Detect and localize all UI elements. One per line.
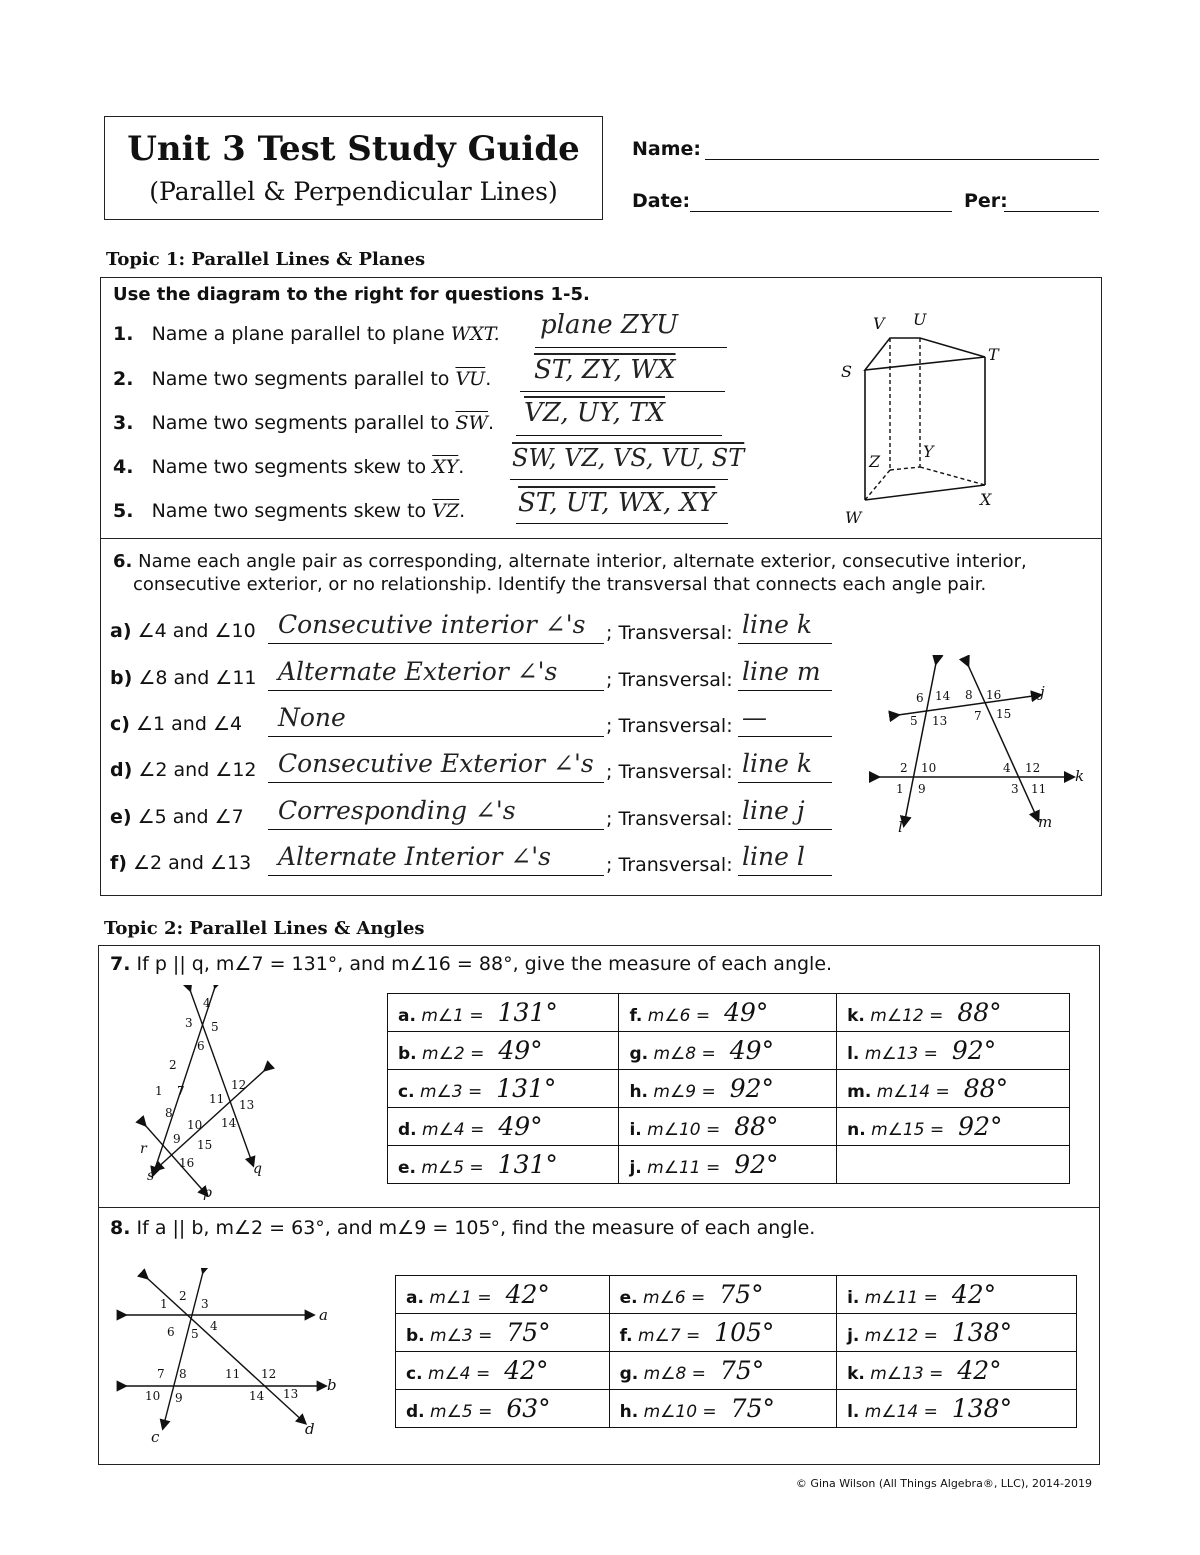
q7-cell: e. m∠5 = 131° [388, 1146, 619, 1184]
svg-text:13: 13 [283, 1387, 299, 1401]
question-3: 3. Name two segments parallel to $\overline{SW}$. [113, 412, 495, 434]
label-S: S [841, 362, 852, 381]
q6-transversal: — [742, 703, 767, 732]
label-c: c [151, 1428, 160, 1446]
topic1-instruction: Use the diagram to the right for questions 1-5. [113, 284, 590, 305]
svg-text:1: 1 [155, 1084, 163, 1098]
q6-pair: e) ∠5 and ∠7 [110, 806, 244, 828]
svg-text:3: 3 [1011, 782, 1019, 796]
answer-line-3[interactable] [516, 434, 722, 436]
q6-answer-line[interactable] [268, 874, 604, 876]
q7-cell: h. m∠9 = 92° [619, 1070, 837, 1108]
svg-text:5: 5 [191, 1327, 199, 1341]
q8-table-row [396, 1276, 1077, 1314]
q8-diagram [115, 1268, 345, 1448]
q7-table-row [388, 1032, 1070, 1070]
svg-text:16: 16 [986, 688, 1002, 702]
q7-cell: k. m∠12 = 88° [837, 994, 1070, 1032]
svg-text:13: 13 [239, 1098, 255, 1112]
q8-table-row [396, 1390, 1077, 1428]
q6-transversal: line j [742, 796, 805, 825]
date-label: Date: [632, 190, 691, 212]
q6-answer-line[interactable] [268, 689, 604, 691]
label-V: V [873, 314, 885, 333]
svg-text:8: 8 [179, 1367, 187, 1381]
q6-answer: Consecutive Exterior ∠'s [278, 749, 594, 778]
q6-transversal: line k [742, 749, 812, 778]
svg-text:7: 7 [974, 709, 982, 723]
question-2: 2. Name two segments parallel to $\overline{VU}$. [113, 368, 492, 390]
svg-text:6: 6 [916, 691, 924, 705]
svg-text:6: 6 [197, 1039, 205, 1053]
answer-line-2[interactable] [520, 390, 725, 392]
label-l: l [898, 818, 903, 835]
answer-3: VZ, UY, TX [524, 398, 666, 428]
q6-transversal-label: ; Transversal: [606, 761, 733, 783]
q7-table-row [388, 994, 1070, 1032]
q6-pair: c) ∠1 and ∠4 [110, 713, 243, 735]
q7-cell: c. m∠3 = 131° [388, 1070, 619, 1108]
q6-answer-line[interactable] [268, 781, 604, 783]
q7-answer-table [387, 993, 1070, 1184]
q7-cell: i. m∠10 = 88° [619, 1108, 837, 1146]
q7-cell: l. m∠13 = 92° [837, 1032, 1070, 1070]
label-T: T [988, 345, 999, 364]
q8-cell: h. m∠10 = 75° [609, 1390, 836, 1428]
svg-text:10: 10 [187, 1118, 203, 1132]
svg-text:3: 3 [201, 1297, 209, 1311]
q7-table-row [388, 1146, 1070, 1184]
svg-text:8: 8 [165, 1106, 173, 1120]
q8-cell: k. m∠13 = 42° [837, 1352, 1077, 1390]
q7-text: 7. If p || q, m∠7 = 131°, and m∠16 = 88°, give the measure of each angle. [110, 953, 833, 975]
q6-answer: Alternate Exterior ∠'s [278, 657, 558, 686]
q6-transversal-label: ; Transversal: [606, 854, 733, 876]
label-s: s [147, 1168, 155, 1184]
q6-transversal-label: ; Transversal: [606, 669, 733, 691]
q6-transversal-line[interactable] [738, 828, 832, 830]
q8-cell: g. m∠8 = 75° [609, 1352, 836, 1390]
question-4: 4. Name two segments skew to $\overline{XY}$. [113, 456, 465, 478]
answer-line-4[interactable] [510, 478, 728, 480]
svg-text:11: 11 [1031, 782, 1047, 796]
svg-text:9: 9 [175, 1391, 183, 1405]
svg-text:7: 7 [177, 1084, 185, 1098]
page-title: Unit 3 Test Study Guide [127, 129, 580, 169]
svg-text:13: 13 [932, 714, 948, 728]
q6-answer: None [278, 703, 346, 732]
answer-2: ST, ZY, WX [534, 355, 676, 385]
answer-4: SW, VZ, VS, VU, ST [512, 444, 745, 472]
svg-text:2: 2 [900, 761, 908, 775]
answer-5: ST, UT, WX, XY [518, 488, 716, 518]
q6-transversal: line l [742, 842, 805, 871]
line-l [904, 663, 936, 825]
svg-text:15: 15 [996, 707, 1012, 721]
label-d: d [305, 1420, 315, 1438]
label-Y: Y [923, 442, 934, 461]
transversal-diagram [868, 655, 1090, 835]
page-subtitle: (Parallel & Perpendicular Lines) [149, 177, 558, 206]
q6-pair: b) ∠8 and ∠11 [110, 667, 257, 689]
svg-text:5: 5 [211, 1020, 219, 1034]
label-b: b [327, 1376, 337, 1394]
label-X: X [980, 490, 992, 509]
q6-transversal-line[interactable] [738, 874, 832, 876]
prism-diagram [835, 305, 1020, 530]
q6-transversal-label: ; Transversal: [606, 622, 733, 644]
label-a: a [319, 1306, 328, 1324]
prism-edge-wx [865, 485, 985, 500]
label-m: m [1038, 813, 1053, 831]
svg-text:12: 12 [261, 1367, 277, 1381]
q8-cell: c. m∠4 = 42° [396, 1352, 610, 1390]
svg-text:14: 14 [935, 689, 951, 703]
q8-text: 8. If a || b, m∠2 = 63°, and m∠9 = 105°, find the measure of each angle. [110, 1217, 816, 1239]
q8-cell: j. m∠12 = 138° [837, 1314, 1077, 1352]
q7-cell: f. m∠6 = 49° [619, 994, 837, 1032]
q6-pair: d) ∠2 and ∠12 [110, 759, 257, 781]
q7-table-row [388, 1070, 1070, 1108]
q8-cell: e. m∠6 = 75° [609, 1276, 836, 1314]
svg-text:12: 12 [231, 1078, 247, 1092]
label-r: r [140, 1141, 147, 1157]
q6-transversal-line[interactable] [738, 689, 832, 691]
q6-transversal-line[interactable] [738, 735, 832, 737]
q6-transversal-line[interactable] [738, 781, 832, 783]
question-5: 5. Name two segments skew to $\overline{VZ}$. [113, 500, 466, 522]
svg-text:16: 16 [179, 1156, 195, 1170]
q7-cell: a. m∠1 = 131° [388, 994, 619, 1032]
q6-transversal: line m [742, 657, 821, 686]
line-d [147, 1278, 305, 1423]
q6-transversal-label: ; Transversal: [606, 715, 733, 737]
answer-1: plane ZYU [540, 310, 678, 340]
svg-text:11: 11 [209, 1092, 225, 1106]
q8-cell: f. m∠7 = 105° [609, 1314, 836, 1352]
topic1-heading: Topic 1: Parallel Lines & Planes [106, 249, 426, 270]
q6-text-1: 6. Name each angle pair as corresponding, alternate interior, alternate exterior, consecutive interior, [113, 551, 1027, 572]
q6-transversal: line k [742, 610, 812, 639]
label-q: q [253, 1161, 262, 1177]
svg-text:7: 7 [157, 1367, 165, 1381]
q6-transversal-label: ; Transversal: [606, 808, 733, 830]
q8-cell: d. m∠5 = 63° [396, 1390, 610, 1428]
q6-answer-line[interactable] [268, 735, 604, 737]
question-1: 1. Name a plane parallel to plane WXT. [113, 323, 500, 345]
q7-cell: n. m∠15 = 92° [837, 1108, 1070, 1146]
q8-cell: a. m∠1 = 42° [396, 1276, 610, 1314]
q6-text-2: consecutive exterior, or no relationship. Identify the transversal that connects each angle pair. [133, 574, 987, 595]
q8-cell: i. m∠11 = 42° [837, 1276, 1077, 1314]
q8-table-row [396, 1314, 1077, 1352]
q7-cell: d. m∠4 = 49° [388, 1108, 619, 1146]
q8-table-row [396, 1352, 1077, 1390]
per-field[interactable] [1004, 210, 1099, 212]
svg-text:6: 6 [167, 1325, 175, 1339]
q6-answer: Alternate Interior ∠'s [278, 842, 551, 871]
label-W: W [845, 508, 862, 527]
q6-transversal-line[interactable] [738, 642, 832, 644]
title-box [104, 116, 603, 220]
label-Z: Z [869, 452, 881, 471]
svg-text:3: 3 [185, 1016, 193, 1030]
svg-text:5: 5 [910, 714, 918, 728]
q7-cell [837, 1146, 1070, 1184]
svg-text:1: 1 [896, 782, 904, 796]
q8-cell: b. m∠3 = 75° [396, 1314, 610, 1352]
svg-text:9: 9 [173, 1132, 181, 1146]
q7-diagram [135, 985, 285, 1200]
q6-pair: a) ∠4 and ∠10 [110, 620, 256, 642]
label-k: k [1075, 767, 1085, 785]
label-p: p [203, 1185, 212, 1200]
per-label: Per: [964, 190, 1008, 212]
svg-text:4: 4 [203, 996, 211, 1010]
q7-cell: j. m∠11 = 92° [619, 1146, 837, 1184]
q7-cell: g. m∠8 = 49° [619, 1032, 837, 1070]
q6-answer: Corresponding ∠'s [278, 796, 516, 825]
svg-text:15: 15 [197, 1138, 213, 1152]
svg-text:8: 8 [965, 688, 973, 702]
q8-answer-table [395, 1275, 1077, 1428]
q6-answer: Consecutive interior ∠'s [278, 610, 586, 639]
q8-cell: l. m∠14 = 138° [837, 1390, 1077, 1428]
q6-answer-line[interactable] [268, 642, 604, 644]
svg-text:4: 4 [210, 1319, 218, 1333]
name-label: Name: [632, 138, 702, 160]
svg-text:2: 2 [169, 1058, 177, 1072]
svg-text:14: 14 [249, 1389, 265, 1403]
svg-text:2: 2 [179, 1289, 187, 1303]
svg-text:10: 10 [145, 1389, 161, 1403]
svg-text:11: 11 [225, 1367, 241, 1381]
q7-table-row [388, 1108, 1070, 1146]
date-field[interactable] [690, 210, 952, 212]
svg-text:1: 1 [160, 1297, 168, 1311]
name-field[interactable] [705, 158, 1099, 160]
svg-text:12: 12 [1025, 761, 1041, 775]
svg-text:10: 10 [921, 761, 937, 775]
svg-text:9: 9 [918, 782, 926, 796]
copyright: © Gina Wilson (All Things Algebra®, LLC), 2014-2019 [795, 1477, 1092, 1490]
q7-cell: m. m∠14 = 88° [837, 1070, 1070, 1108]
svg-text:4: 4 [1003, 761, 1011, 775]
svg-text:14: 14 [221, 1116, 237, 1130]
q6-answer-line[interactable] [268, 828, 604, 830]
answer-line-1[interactable] [535, 346, 727, 348]
label-U: U [913, 310, 927, 329]
q6-pair: f) ∠2 and ∠13 [110, 852, 252, 874]
label-j: j [1040, 683, 1045, 701]
answer-line-5[interactable] [516, 522, 728, 524]
topic2-heading: Topic 2: Parallel Lines & Angles [104, 918, 425, 939]
prism-top-face [865, 338, 985, 370]
q7-cell: b. m∠2 = 49° [388, 1032, 619, 1070]
